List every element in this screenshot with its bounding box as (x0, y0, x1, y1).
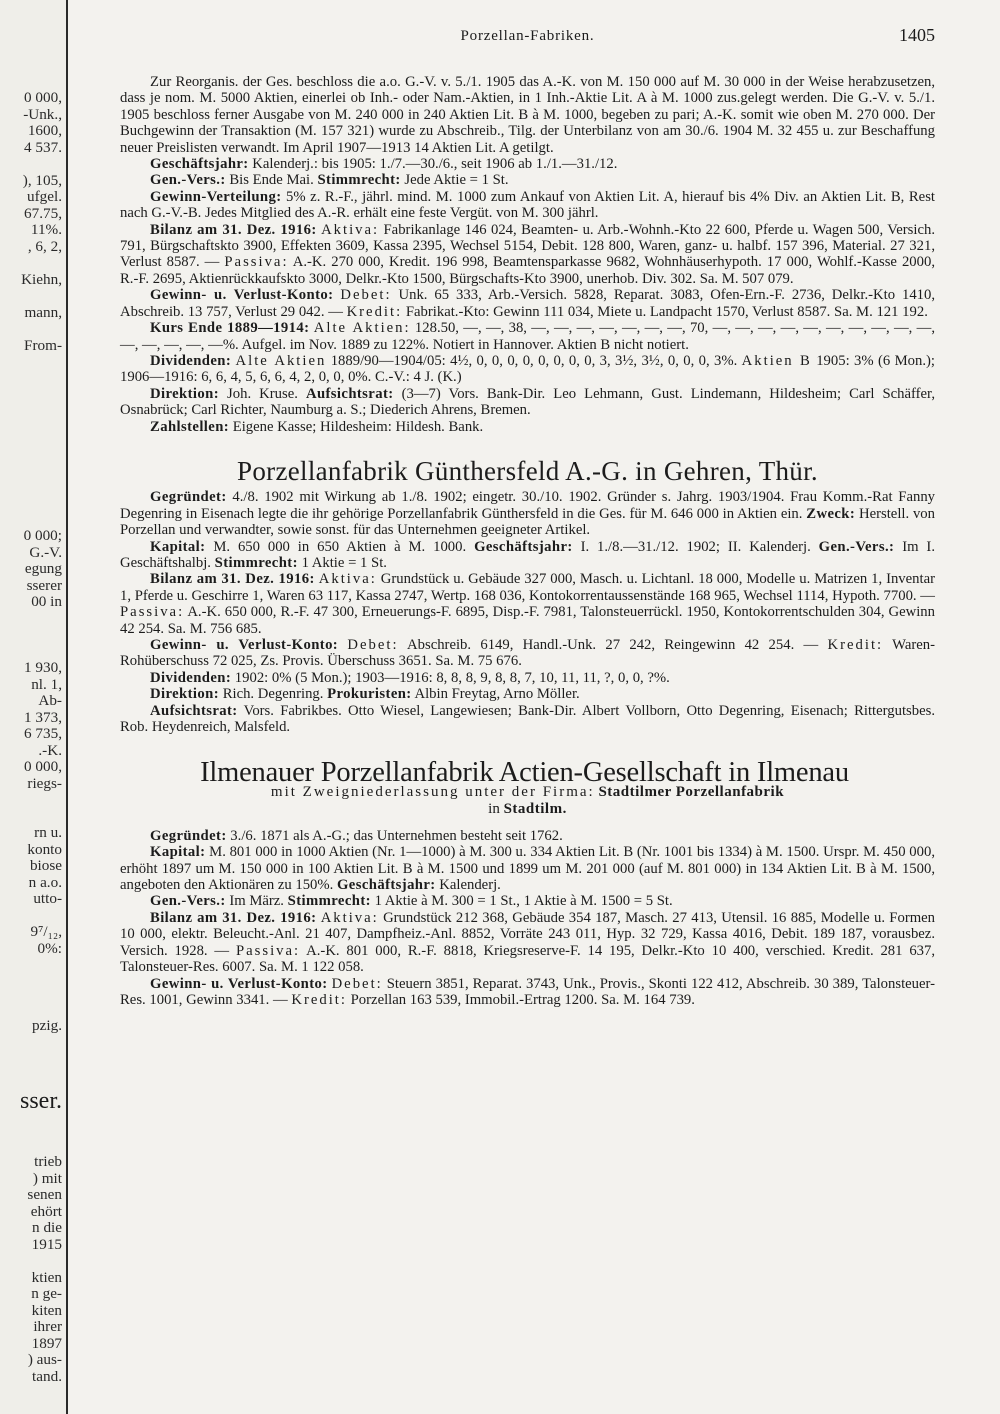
dividends-text: 1902: 0% (5 Mon.); 1903—1916: 8, 8, 8, 9, 8, 8, 7, 10, 11, 11, ?, 0, 0, ?%. (234, 669, 670, 686)
voting-right-text: 1 Aktie à M. 300 = 1 St., 1 Aktie à M. 1500 = 5 St. (374, 893, 673, 910)
assets-label: Aktiva: (318, 571, 377, 588)
profit-distribution-label: Gewinn-Verteilung: (150, 188, 282, 205)
branch-subtitle (120, 784, 935, 818)
profit-loss-label: Gewinn- u. Verlust-Konto: (150, 287, 334, 304)
profit-distribution-text: 5% z. R.-F., jährl. mind. M. 1000 zum Ankauf von Aktien Lit. A, hierauf bis 4% Div. an Aktien Lit. B, Rest nach G.-V.-B. Jedes Mitglied des A.-R. erhält eine feste Vergüt. von M. 300 jährl. (120, 188, 935, 222)
assets-text: Grundstück u. Gebäude 327 000, Masch. u. Lichtanl. 18 000, Modelle u. Matrizen 1, Inventar 1, Pferde u. Geschirre 1, Waren 63 117, Kassa 2747, Wertp. 168 036, Kontokorrentaussenstände 168 965, Wechsel 1114, Hypoth. 7700. — (120, 571, 936, 604)
share-price-label: Kurs Ende 1889—1914: (150, 320, 310, 337)
company-heading-ilmenau: Ilmenauer Porzellanfabrik Actien-Gesellschaft in Ilmenau (200, 757, 849, 789)
liabilities-text: A.-K. 801 000, R.-F. 8818, Kriegsreserve-F. 14 195, Delkr.-Kto 10 400, verschied. Kredit. 281 637, Talonsteuer-Res. 6007. Sa. M. 1 122 058. (120, 942, 936, 976)
debit-text: Abschreib. 6149, Handl.-Unk. 27 242, Reingewinn 42 254. — (407, 637, 819, 653)
dividends-entry (120, 670, 935, 686)
general-meeting-text: Im März. (229, 893, 284, 910)
assets-text: Grundstück 212 368, Gebäude 354 187, Masch. 27 413, Utensil. 16 885, Modelle u. Formen 10 000, elektr. Beleucht.-Anl. 21 407, Dampfheiz.-Anl. 8852, Vorräte 243 011, Hyp. 32 729, Kassa 4016, Debit. 189 187, vorausbez. Versich. 1928. — (120, 909, 935, 959)
capital-label: Kapital: (150, 844, 206, 861)
management-text: Rich. Degenring. (222, 686, 324, 703)
balance-sheet-label: Bilanz am 31. Dez. 1916: (150, 571, 315, 588)
branch-subtitle-lead: mit Zweigniederlassung unter der Firma: (270, 783, 595, 800)
debit-label: Debet: (340, 287, 392, 304)
business-year-label: Geschäftsjahr: (474, 538, 573, 555)
founded-label: Gegründet: (150, 827, 227, 844)
credit-text: Porzellan 163 539, Immobil.-Ertrag 1200. Sa. M. 164 739. (350, 991, 695, 1008)
debit-label: Debet: (347, 637, 399, 653)
management-label: Direktion: (150, 686, 220, 703)
ilmenau-body (120, 828, 935, 1008)
balance-sheet-entry: Bilanz am 31. Dez. 1916: Aktiva: Fabrikanlage 146 024, Beamten- u. Arb.-Wohnh.-Kto 22 600, Pferde u. Wagen 500, Versich. 791, Bürgschaftskto 3900, Effekten 3609, Kassa 2395, Wechsel 5154, Debit. 128 800, Waren, ganz- u. halbf. 157 396, Material. 27 321, Verlust 8587. — Passiva: A.-K. 270 000, Kredit. 196 998, Beamtensparkasse 9682, Wohnhäuserhypoth. 17 000, Wohlf.-Kasse 2000, R.-F. 2695, Aktienrückkaufskto 3000, Delkr.-Kto 1500, Bürgschafts-Kto 3900, unerhob. Div. 302. Sa. M. 507 079. (120, 221, 935, 287)
assets-label: Aktiva: (321, 221, 380, 238)
liabilities-text: A.-K. 270 000, Kredit. 196 998, Beamtensparkasse 9682, Wohnhäuserhypoth. 17 000, Wohlf.-Kasse 2000, R.-F. 2695, Aktienrückkaufskto 3000, Delkr.-Kto 1500, Bürgschafts-Kto 3900, unerhob. Div. 302. Sa. M. 507 079. (120, 254, 935, 287)
section-guenthersfeld (120, 455, 936, 736)
dividends-b-shares-text: 1905: 3% (6 Mon.); 1906—1916: 6, 6, 4, 5, 6, 6, 4, 2, 0, 0, 0%. C.-V.: 4 J. (K.) (120, 352, 935, 386)
balance-sheet-label: Bilanz am 31. Dez. 1916: (150, 221, 317, 238)
gutter-heading-fragment: sser. (20, 1088, 62, 1114)
page-number: 1405 (899, 25, 935, 45)
general-meeting-text: Bis Ende Mai. (229, 172, 314, 189)
founded-entry (120, 489, 935, 538)
business-year-text: Kalenderj. (439, 877, 501, 894)
dividends-old-shares-label: Alte Aktien (235, 352, 327, 369)
capital-label: Kapital: (150, 538, 206, 555)
proxies-label: Prokuristen: (327, 686, 412, 703)
gutter-text-block-1: 0 000, -Unk., 1600, 4 537. ), 105, ufgel. 67.75, 11%. , 6, 2, Kiehn, mann, From- (21, 89, 62, 354)
dividends-old-shares-text: 1889/90—1904/05: 4½, 0, 0, 0, 0, 0, 0, 0, 0, 3, 3½, 3½, 0, 0, 0, 3%. (330, 352, 738, 369)
supervisory-board-label: Aufsichtsrat: (305, 385, 394, 402)
dividends-b-shares-label: Aktien B (741, 352, 812, 369)
running-head-title: Porzellan-Fabriken. (460, 28, 595, 44)
dividends-entry (120, 353, 935, 386)
paying-agents-label: Zahlstellen: (150, 418, 230, 435)
profit-loss-label: Gewinn- u. Verlust-Konto: (150, 975, 328, 992)
general-meeting-label: Gen.-Vers.: (150, 172, 226, 189)
voting-right-label: Stimmrecht: (317, 172, 401, 189)
gutter-text-block-4: trieb ) mit senen ehört n die 1915 ktien n ge- kiten ihrer 1897 ) aus- tand. (27, 1153, 62, 1385)
gutter-text-block-2: 0 000; G.-V. egung sserer 00 in 1 930, nl. 1, Ab- 1 373, 6 735, .-K. 0 000, riegs- rn u. konto biose n a.o. utto- 9⁷/₁₂, 0%: (23, 527, 62, 957)
capital-entry (120, 539, 935, 572)
supervisory-board-text: (3—7) Vors. Bank-Dir. Leo Lehmann, Gust. Lindemann, Hildesheim; Carl Schäffer, Osnabrück; Carl Richter, Naumburg a. S.; Diederich Ahrens, Bremen. (120, 385, 936, 419)
profit-distribution-entry (120, 189, 935, 222)
profit-loss-entry (120, 637, 935, 670)
old-shares-label: Alte Aktien: (313, 320, 411, 337)
general-meeting-text: Im I. Geschäftshalbj. (120, 538, 935, 571)
supervisory-board-entry (120, 703, 935, 736)
business-year-entry (120, 156, 935, 172)
previous-page-gutter (0, 0, 68, 1414)
share-price-entry (120, 320, 935, 353)
debit-label: Debet: (331, 975, 383, 992)
balance-sheet-label: Bilanz am 31. Dez. 1916: (150, 909, 317, 926)
branch-firm-name: Stadtilmer Porzellanfabrik (598, 783, 785, 800)
voting-right-text: Jede Aktie = 1 St. (404, 172, 509, 189)
liabilities-label: Passiva: (224, 254, 289, 271)
credit-label: Kredit: (291, 991, 347, 1008)
business-year-text: I. 1./8.—31./12. 1902; II. Kalenderj. (580, 538, 811, 555)
branch-in: in (488, 800, 500, 817)
paying-agents-entry (120, 419, 935, 435)
supervisory-board-label: Aufsichtsrat: (150, 702, 238, 719)
assets-label: Aktiva: (320, 909, 379, 926)
liabilities-label: Passiva: (235, 942, 301, 959)
purpose-text: Herstell. von Porzellan und verwandter, sowie sonst. für das Unternehmen geeigneter Artikel. (120, 505, 935, 539)
voting-right-text: 1 Aktie = 1 St. (301, 554, 387, 571)
credit-label: Kredit: (346, 303, 403, 320)
dividends-label: Dividenden: (150, 352, 232, 369)
liabilities-text: A.-K. 650 000, R.-F. 47 300, Erneuerungs-F. 6895, Disp.-F. 7981, Talonsteuerrückl. 1950, Kontokorrentschulden 304, Gewinn 42 254. Sa. M. 756 685. (120, 604, 935, 637)
capital-text: M. 801 000 in 1000 Aktien (Nr. 1—1000) à M. 300 u. 334 Aktien Lit. B (Nr. 1001 bis 1334) à M. 1500. Urspr. M. 450 000, erhöht 1897 um M. 150 000 in 100 Aktien Lit. B à M. 1500 und 1899 um M. 201 000 (auf M. 801 000) in 134 Aktien Lit. B à M. 1500, angeboten den Aktionären zu 150%. (120, 844, 935, 894)
branch-town: Stadtilm. (503, 800, 567, 817)
running-head (120, 25, 935, 52)
debit-text: Steuern 3851, Reparat. 3743, Unk., Provis., Skonti 122 412, Abschreib. 30 389, Talonsteuer-Res. 1001, Gewinn 3341. — (120, 975, 936, 1008)
capital-text: M. 650 000 in 650 Aktien à M. 1000. (213, 538, 467, 555)
assets-text: Fabrikanlage 146 024, Beamten- u. Arb.-Wohnh.-Kto 22 600, Pferde u. Wagen 500, Versich. 791, Bürgschaftskto 3900, Effekten 3609, Kassa 2395, Wechsel 5154, Debit. 128 800, Waren, ganz- u. halbf. 157 396, Material. 27 321, Verlust 8587. (120, 221, 935, 271)
credit-text: Waren-Rohüberschuss 72 025, Zs. Provis. Überschuss 3651. Sa. M. 75 676. (120, 637, 935, 670)
business-year-label: Geschäftsjahr: (150, 156, 249, 173)
company-heading-guenthersfeld: Porzellanfabrik Günthersfeld A.-G. in Gehren, Thür. (237, 455, 818, 486)
general-meeting-label: Gen.-Vers.: (818, 538, 895, 555)
reorganisation-paragraph: Zur Reorganis. der Ges. beschloss die a.o. G.-V. v. 5./1. 1905 das A.-K. von M. 150 000 auf M. 30 000 in der Weise herabzusetzen, dass je nom. M. 5000 Aktien, einerlei ob Inh.- oder Nam.-Aktien, in 1 Inh.-Aktie Lit. A à M. 1000 zus.gelegt werden. Die G.-V. v. 5./1. 1905 beschloss ferner Ausgabe von M. 240 000 in 240 Aktien Lit. B à M. 1000, begeben zu pari; A.-K. somit wie oben M. 270 000. Der Buchgewinn der Transaktion (M. 157 321) wurde zu Abschreib., Tilg. der Unterbilanz von am 30./6. 1904 M. 32 455 u. zur Beschaffung neuer Preislisten verwandt. Im April 1907—1913 14 Aktien Lit. A getilgt. (120, 74, 935, 156)
purpose-label: Zweck: (806, 505, 856, 522)
general-meeting-entry (120, 893, 935, 909)
dividends-label: Dividenden: (150, 669, 232, 686)
voting-right-label: Stimmrecht: (287, 893, 371, 910)
business-year-text: Kalenderj.: bis 1905: 1./7.—30./6., seit 1906 ab 1./1.—31./12. (252, 156, 618, 173)
founded-text: 3./6. 1871 als A.-G.; das Unternehmen besteht seit 1762. (230, 827, 563, 844)
general-meeting-entry (120, 172, 935, 188)
proxies-text: Albin Freytag, Arno Möller. (414, 686, 580, 703)
credit-text: Fabrikat.-Kto: Gewinn 111 034, Miete u. Landpacht 1570, Verlust 8587. Sa. M. 121 192. (405, 303, 928, 320)
business-year-label: Geschäftsjahr: (336, 877, 436, 894)
credit-label: Kredit: (827, 637, 884, 653)
gutter-text-block-3: pzig. (32, 1017, 62, 1034)
page-content (120, 25, 936, 1008)
debit-text: Unk. 65 333, Arb.-Versich. 5828, Reparat. 3083, Ofen-Ern.-F. 2736, Delkr.-Kto 1410, Abschreib. 13 757, Verlust 29 042. — (120, 287, 936, 320)
balance-sheet-entry (120, 910, 935, 976)
founded-label: Gegründet: (150, 489, 227, 506)
management-entry (120, 386, 935, 419)
capital-entry (120, 844, 935, 893)
liabilities-label: Passiva: (120, 604, 185, 621)
management-entry (120, 686, 935, 702)
balance-sheet-entry (120, 571, 935, 637)
founded-text: 4./8. 1902 mit Wirkung ab 1./8. 1902; eingetr. 30./10. 1902. Gründer s. Jahrg. 1903/1904. Frau Komm.-Rat Fanny Degenring in Eisenach legte die ihr gehörige Porzellanfabrik Günthersfeld in die Ges. für M. 646 000 in Aktien ein. (120, 489, 936, 522)
profit-loss-entry (120, 287, 935, 320)
share-price-text: 128.50, —, —, 38, —, —, —, —, —, —, —, 70, —, —, —, —, —, —, —, —, —, —, —, —, —, —, —%. Aufgel. im Nov. 1889 zu 122%. Notiert in Hannover. Aktien B nicht notiert. (120, 320, 936, 353)
founded-entry (120, 828, 935, 844)
general-meeting-label: Gen.-Vers.: (150, 893, 226, 910)
section-company-1 (120, 74, 935, 435)
profit-loss-label: Gewinn- u. Verlust-Konto: (150, 637, 339, 653)
voting-right-label: Stimmrecht: (214, 554, 298, 571)
section-ilmenau (120, 757, 936, 1008)
profit-loss-entry (120, 976, 935, 1009)
management-label: Direktion: (150, 385, 220, 402)
management-text: Joh. Kruse. (227, 385, 298, 402)
supervisory-board-text: Vors. Fabrikbes. Otto Wiesel, Langewiesen; Bank-Dir. Albert Vollborn, Otto Degenring, Eisenach; Rittergutsbes. Rob. Heydenreich, Malsfeld. (120, 702, 935, 736)
paying-agents-text: Eigene Kasse; Hildesheim: Hildesh. Bank. (232, 418, 484, 435)
